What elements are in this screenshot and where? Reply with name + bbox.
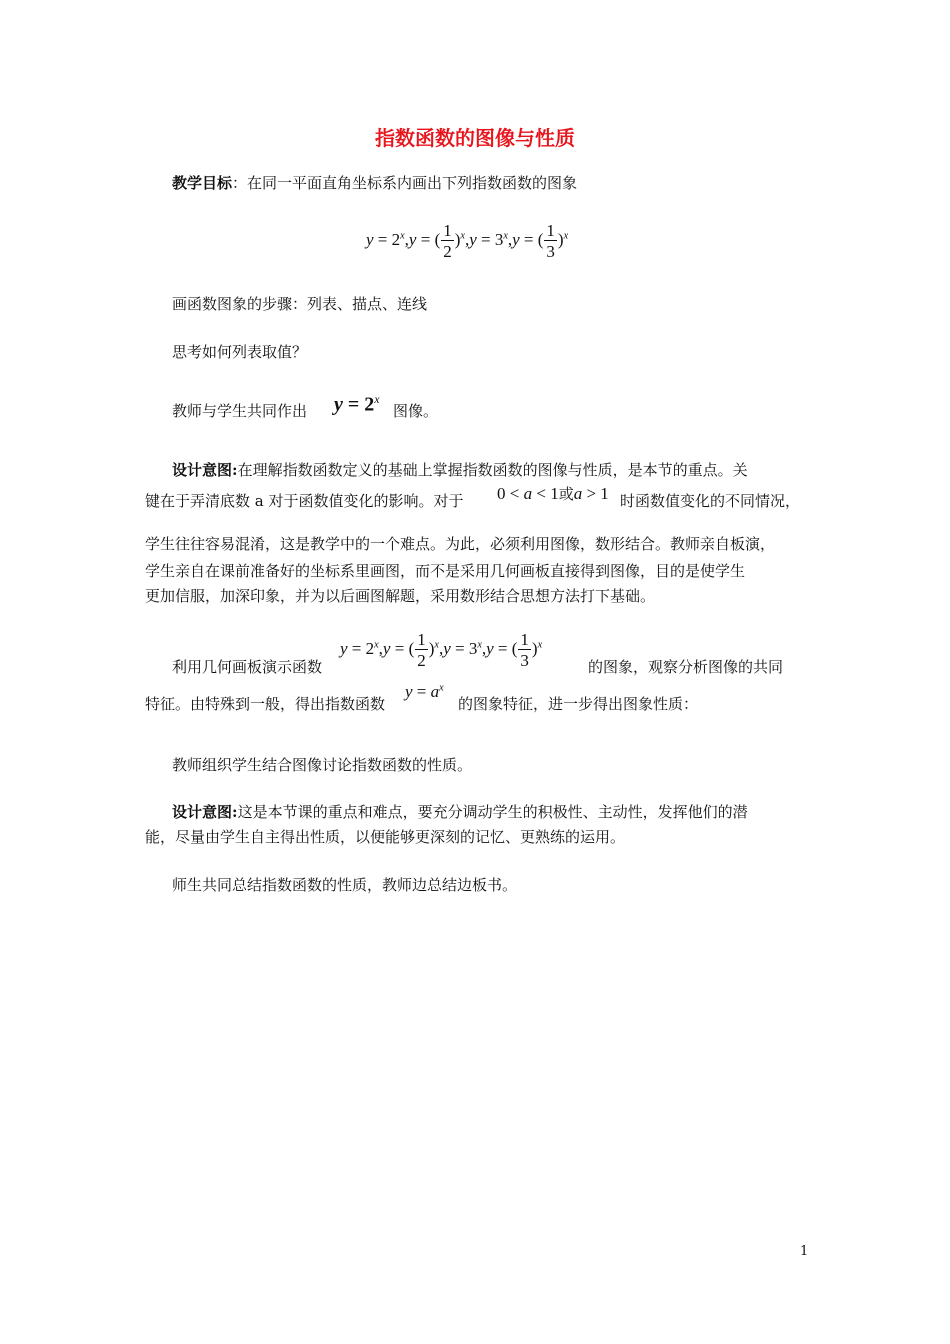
fraction-third <box>544 222 557 260</box>
formula-exponent: x <box>503 230 508 242</box>
formula-equals: = <box>450 638 469 658</box>
inline-formula-y-2x <box>334 392 380 417</box>
demo-paragraph-end: 的图象，观察分析图像的共同 <box>588 658 784 676</box>
design-intent-paragraph-2 <box>172 802 748 822</box>
formula-equals: = <box>476 229 495 249</box>
formula-comma: , <box>378 638 383 658</box>
fraction-denominator: 3 <box>520 651 529 670</box>
fraction-half <box>415 631 428 669</box>
formula-y: y <box>408 229 417 249</box>
formula-comma: , <box>438 638 444 658</box>
formula-y: y <box>334 393 343 416</box>
formula-equals: = <box>519 229 538 249</box>
formula-equals: = <box>390 638 409 658</box>
cond-zero: 0 <box>497 484 506 503</box>
formula-base: 2 <box>391 229 401 249</box>
fraction-denominator: 3 <box>546 242 555 261</box>
formula-equals: = <box>342 393 365 416</box>
formula-paren: ( <box>511 638 518 658</box>
fraction-denominator: 2 <box>443 242 452 261</box>
formula-exponent: x <box>460 230 465 242</box>
p4-before: 教师与学生共同作出 <box>172 402 308 420</box>
formula-paren: ) <box>428 638 435 658</box>
fraction-numerator: 1 <box>546 221 555 240</box>
formula-y: y <box>443 638 451 658</box>
formula-y: y <box>512 229 520 249</box>
formula-paren: ) <box>454 229 461 249</box>
formula-exponent: x <box>434 639 439 651</box>
formula-base: 2 <box>365 638 375 658</box>
formula-equals: = <box>373 229 392 249</box>
cond-less-than: < <box>505 484 524 503</box>
demo-paragraph-line-2: 特征。由特殊到一般，得出指数函数 <box>145 695 386 713</box>
fraction-denominator: 2 <box>417 651 426 670</box>
design-intent-line-2-end: 时函数值变化的不同情况， <box>620 492 801 510</box>
design-intent-label: 设计意图 <box>172 461 233 479</box>
formula-paren: ( <box>408 638 415 658</box>
teacher-student-paragraph-end: 图像。 <box>393 402 439 420</box>
formula-exponent: x <box>439 682 444 694</box>
formula-exponent: x <box>537 639 543 651</box>
formula-base: 3 <box>494 229 504 249</box>
inline-exponential-functions-formula <box>340 631 542 669</box>
summary-paragraph: 师生共同总结指数函数的性质，教师边总结边板书。 <box>172 876 518 894</box>
formula-equals: = <box>493 638 512 658</box>
formula-paren: ) <box>557 229 564 249</box>
teaching-goal-colon: ： <box>232 174 248 192</box>
cond-a: a <box>523 484 533 503</box>
demo-paragraph-line-2-end: 的图象特征，进一步得出图象性质： <box>458 695 699 713</box>
formula-y: y <box>486 638 494 658</box>
cond-greater-than: > <box>582 484 601 503</box>
cond-less-than: < <box>532 484 551 503</box>
teaching-goal-paragraph <box>172 173 577 193</box>
formula-y: y <box>340 638 348 658</box>
demo-paragraph: 利用几何画板演示函数 <box>172 658 323 676</box>
design-intent-colon: : <box>232 461 238 479</box>
design-intent-line-5: 更加信服，加深印象，并为以后画图解题，采用数形结合思想方法打下基础。 <box>145 587 656 605</box>
design-intent-line: 在理解指数函数定义的基础上掌握指数函数的图像与性质，是本节的重点。关 <box>237 461 748 479</box>
teacher-student-paragraph <box>172 401 307 421</box>
cond-a: a <box>573 484 583 503</box>
formula-comma: , <box>507 229 513 249</box>
design-intent-line-3: 学生往往容易混淆，这是教学中的一个难点。为此，必须利用图像，数形结合。教师亲自板演， <box>145 535 776 553</box>
design-intent-colon: : <box>232 803 238 821</box>
formula-y: y <box>382 638 391 658</box>
formula-y: y <box>405 682 413 701</box>
formula-a: a <box>430 682 440 701</box>
formula-exponent: x <box>400 230 405 242</box>
drawing-steps-paragraph: 画函数图象的步骤：列表、描点、连线 <box>172 295 428 313</box>
formula-base: 2 <box>364 393 375 416</box>
formula-comma: , <box>404 229 409 249</box>
formula-base: 3 <box>468 638 478 658</box>
teaching-goal-label: 教学目标 <box>172 174 233 192</box>
fraction-half <box>441 222 454 260</box>
formula-paren: ) <box>531 638 538 658</box>
formula-paren: ( <box>434 229 441 249</box>
inline-condition-formula <box>497 483 609 504</box>
teaching-goal-text: 在同一平面直角坐标系内画出下列指数函数的图象 <box>247 174 578 192</box>
design-intent-paragraph-1 <box>172 460 748 480</box>
formula-y: y <box>366 229 374 249</box>
page-number: 1 <box>800 1244 809 1259</box>
discussion-paragraph: 教师组织学生结合图像讨论指数函数的性质。 <box>172 756 473 774</box>
formula-exponent: x <box>563 230 569 242</box>
formula-comma: , <box>464 229 470 249</box>
formula-equals: = <box>416 229 435 249</box>
formula-equals: = <box>412 682 431 701</box>
design-intent-label: 设计意图 <box>172 803 233 821</box>
design-intent-line: 这是本节课的重点和难点，要充分调动学生的积极性、主动性，发挥他们的潜 <box>237 803 748 821</box>
fraction-third <box>518 631 531 669</box>
cond-one: 1 <box>550 484 559 503</box>
design-intent-line-4: 学生亲自在课前准备好的坐标系里画图，而不是采用几何画板直接得到图像，目的是使学生 <box>145 562 746 580</box>
fraction-numerator: 1 <box>417 630 426 649</box>
design-intent-2-line-2: 能，尽量由学生自主得出性质，以便能够更深刻的记忆、更熟练的运用。 <box>145 828 626 846</box>
formula-y: y <box>469 229 477 249</box>
formula-equals: = <box>347 638 366 658</box>
cond-one: 1 <box>600 484 609 503</box>
thinking-question-paragraph: 思考如何列表取值？ <box>172 343 308 361</box>
design-intent-line-2: 键在于弄清底数 a 对于函数值变化的影响。对于 <box>145 492 464 510</box>
fraction-numerator: 1 <box>520 630 529 649</box>
document-title: 指数函数的图像与性质 <box>375 126 575 150</box>
inline-formula-y-ax <box>405 682 444 702</box>
fraction-numerator: 1 <box>443 221 452 240</box>
formula-comma: , <box>481 638 487 658</box>
formula-exponent: x <box>477 639 482 651</box>
formula-exponent: x <box>374 392 380 406</box>
formula-paren: ( <box>537 229 544 249</box>
formula-exponent: x <box>374 639 379 651</box>
exponential-functions-formula <box>366 222 568 260</box>
cond-or: 或 <box>558 485 574 503</box>
